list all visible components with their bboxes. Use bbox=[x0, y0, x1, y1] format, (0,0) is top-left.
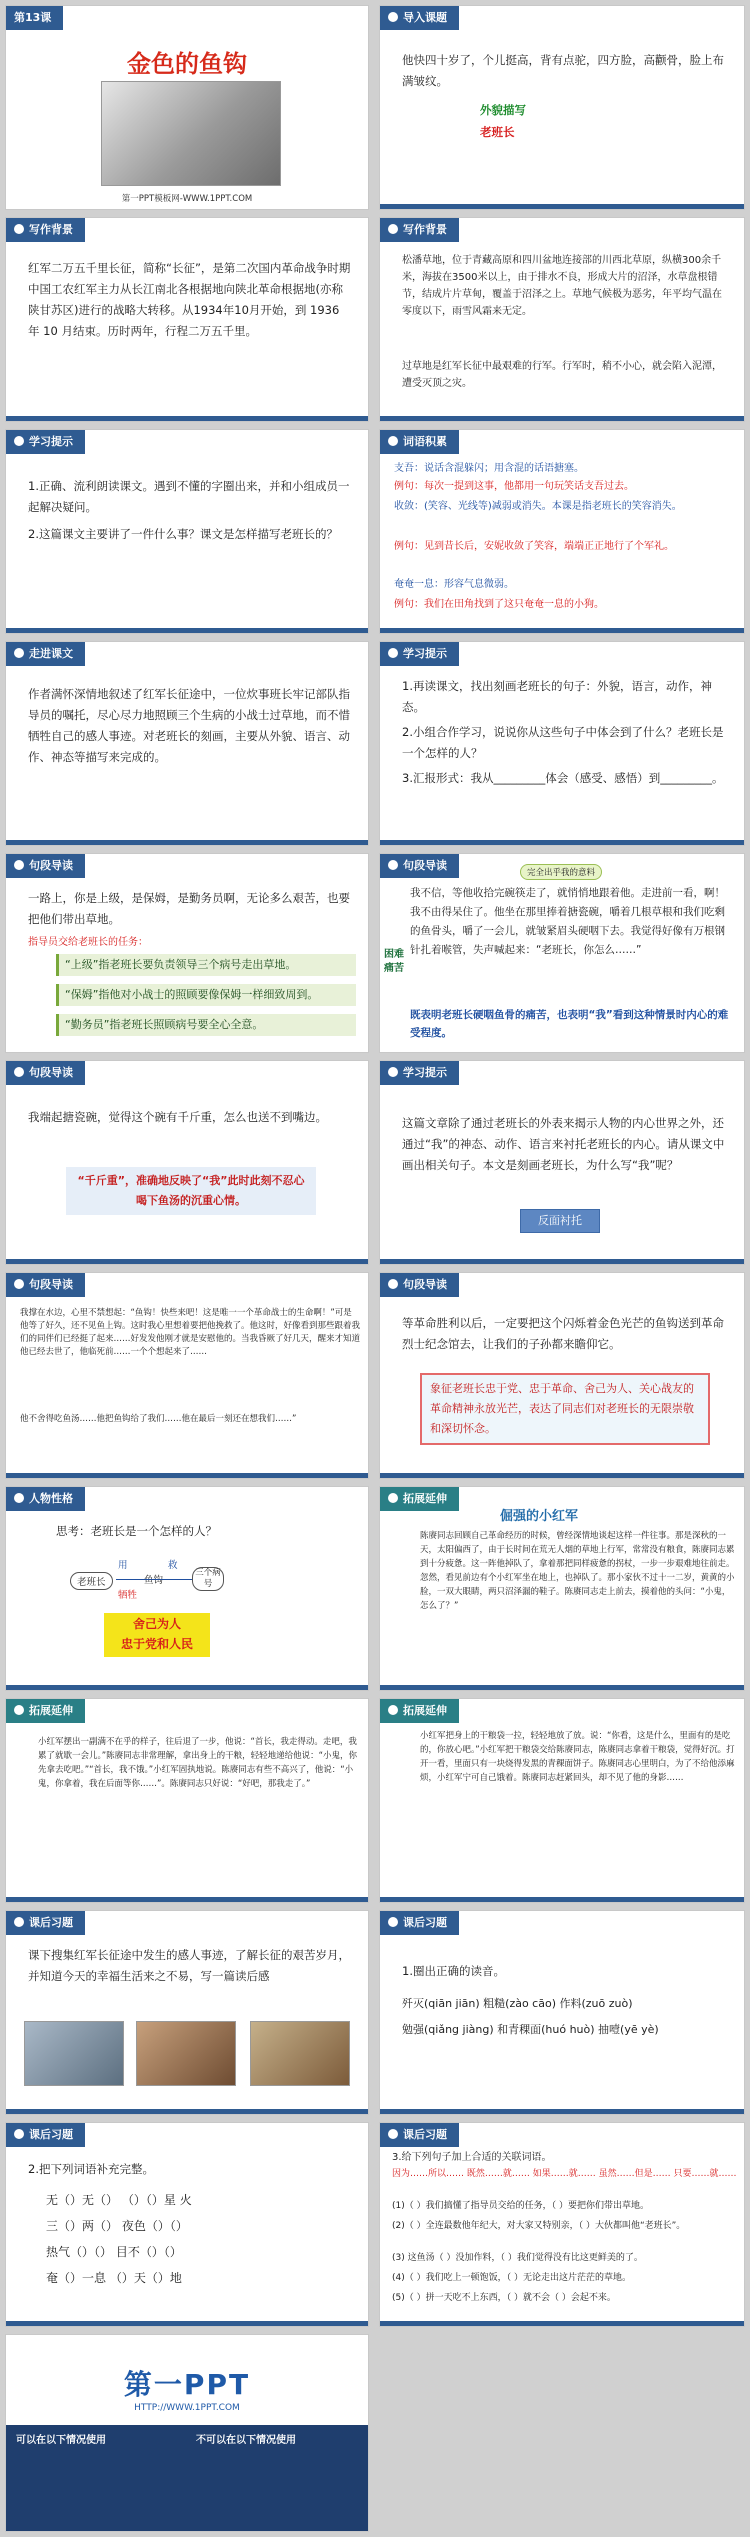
tip-3: 3.汇报形式：我从_________体会（感受、感悟）到_________。 bbox=[402, 771, 724, 785]
slide-bottom-bar bbox=[380, 1259, 744, 1264]
slide-bottom-bar bbox=[380, 2321, 744, 2326]
slide-bottom-bar bbox=[6, 2109, 368, 2114]
tip-2: 2.这篇课文主要讲了一件什么事？课文是怎样描写老班长的？ bbox=[28, 527, 338, 541]
slide-bottom-bar bbox=[380, 416, 744, 421]
section-header: 课后习题 bbox=[6, 2123, 85, 2147]
edge-use: 用 bbox=[118, 1560, 128, 1571]
section-header: 学习提示 bbox=[380, 1061, 459, 1085]
edge-save: 救 bbox=[168, 1560, 178, 1571]
section-header: 课后习题 bbox=[380, 2123, 459, 2147]
story-text: 陈赓同志回顾自己革命经历的时候，曾经深情地谈起这样一件往事。那是深秋的一天，太阳偏西了，由于长时间在荒无人烟的草地上行军，常常没有粮食，陈赓同志累到十分疲惫。这一阵他掉队了，拿着那把同样疲惫的拐杖，一步一步艰难地往前走。忽然，看见前边有个小红军坐在地上，也掉队了。那小家伙不过十一二岁，黄黄的小脸，一双大眼睛，两只沼泽漏的鞋子。陈赓同志走上前去，摸着他的头问：“小鬼，怎么了？” bbox=[420, 1531, 735, 1611]
slide-1-title bbox=[5, 5, 369, 210]
quote-text: 我不信，等他收拾完碗筷走了，就悄悄地跟着他。走进前一看，啊！我不由得呆住了。他坐在那里捧着搪瓷碗，嚼着几根草根和我们吃剩的鱼骨头，嚼了一会儿，就皱紧眉头硬咽下去。我觉得好像有万根钢针扎着喉管，失声喊起来：“老班长，你怎么……” bbox=[410, 887, 725, 956]
slide-10-reading bbox=[379, 853, 745, 1053]
section-header: 学习提示 bbox=[380, 642, 459, 666]
photo-march-3 bbox=[250, 2021, 350, 2086]
header-dot-icon bbox=[14, 1705, 24, 1715]
section-header: 句段导读 bbox=[6, 1061, 85, 1085]
slide-2-intro bbox=[379, 5, 745, 210]
highlight-orderly: “勤务员”指老班长照顾病号要全心全意。 bbox=[56, 1014, 356, 1036]
fill-row-1: 无（）无（） （）（）星 火 bbox=[46, 2193, 192, 2207]
analysis-box: “千斤重”，准确地反映了“我”此时此刻不忍心喝下鱼汤的沉重心情。 bbox=[66, 1167, 316, 1215]
header-dot-icon bbox=[14, 224, 24, 234]
slide-bottom-bar bbox=[6, 416, 368, 421]
header-dot-icon bbox=[388, 1067, 398, 1077]
summary-text: 作者满怀深情地叙述了红军长征途中，一位炊事班长牢记部队指导员的嘱托，尽心尽力地照顾三个生病的小战士过草地，而不惜牺牲自己的感人事迹。对老班长的刻画，主要从外貌、语言、动作、神态等描写来完成的。 bbox=[28, 687, 350, 764]
node-hook: 鱼钩 bbox=[144, 1575, 164, 1586]
question: 思考：老班长是一个怎样的人？ bbox=[56, 1524, 217, 1538]
slide-bottom-bar bbox=[380, 1473, 744, 1478]
slide-bottom-bar bbox=[6, 2321, 368, 2326]
exercise-question: 3.给下列句子加上合适的关联词语。 bbox=[392, 2152, 552, 2163]
background-text: 红军二万五千里长征，简称“长征”，是第二次国内革命战争时期中国工农红军主力从长江南北各根据地向陕北革命根据地(亦称陕甘苏区)进行的战略大转移。从1934年10月开始，到 1936 年 10 月结束。历时两年，行程二万五千里。 bbox=[28, 261, 351, 338]
photo-march-2 bbox=[136, 2021, 236, 2086]
header-dot-icon bbox=[14, 860, 24, 870]
section-header: 导入课题 bbox=[380, 6, 459, 30]
header-dot-icon bbox=[388, 2129, 398, 2139]
header-dot-icon bbox=[14, 2129, 24, 2139]
lesson-title: 金色的鱼钩 bbox=[127, 50, 247, 78]
section-header: 拓展延伸 bbox=[380, 1699, 459, 1723]
slide-20-homework bbox=[379, 1910, 745, 2115]
slide-8-tips bbox=[379, 641, 745, 846]
surprise-tip: 完全出乎我的意料 bbox=[520, 864, 602, 880]
lesson-tag: 第13课 bbox=[6, 6, 63, 30]
story-text: 小红军摆出一副满不在乎的样子，往后退了一步，他说：“首长，我走得动。走吧，我累了就歇一会儿。”陈赓同志非常理解，拿出身上的干粮，轻轻地递给他说：“小鬼，你先拿去吃吧。”“首长，我不饿。”小红军固执地说。陈赓同志有些不高兴了，他说：“小鬼，你拿着，我在后面等你……”。陈赓同志只好说：“好吧，那我走了。” bbox=[38, 1737, 358, 1789]
intro-text: 他快四十岁了，个儿挺高，背有点驼，四方脸，高颧骨，脸上布满皱纹。 bbox=[402, 53, 724, 88]
section-header: 课后习题 bbox=[380, 1911, 459, 1935]
highlight-superior: “上级”指老班长要负责领导三个病号走出草地。 bbox=[56, 954, 356, 976]
header-dot-icon bbox=[388, 860, 398, 870]
header-dot-icon bbox=[388, 1917, 398, 1927]
header-dot-icon bbox=[14, 1279, 24, 1289]
vocab-1: 支吾：说话含混躲闪；用含混的话语搪塞。 bbox=[394, 463, 584, 474]
header-dot-icon bbox=[388, 224, 398, 234]
slide-3-background bbox=[5, 217, 369, 422]
section-header: 写作背景 bbox=[380, 218, 459, 242]
quote-text: 一路上，你是上级，是保姆，是勤务员啊，无论多么艰苦，也要把他们带出草地。 bbox=[28, 891, 350, 926]
tip-2: 2.小组合作学习，说说你从这些句子中体会到了什么？老班长是一个怎样的人？ bbox=[402, 725, 724, 760]
highlight-nanny: “保姆”指他对小战士的照顾要像保姆一样细致周到。 bbox=[56, 984, 356, 1006]
slide-bottom-bar bbox=[6, 1259, 368, 1264]
quote-text: 等革命胜利以后，一定要把这个闪烁着金色光芒的鱼钩送到革命烈士纪念馆去，让我们的子孙都来瞻仰它。 bbox=[402, 1316, 724, 1351]
section-header: 走进课文 bbox=[6, 642, 85, 666]
usage-allowed-title: 可以在以下情况使用 bbox=[16, 2435, 106, 2446]
note-appearance: 外貌描写 bbox=[480, 103, 526, 117]
sentence-3: (3) 这鱼汤（ ）没加作料，（ ）我们觉得没有比这更鲜美的了。 bbox=[392, 2253, 643, 2263]
slide-bottom-bar bbox=[6, 840, 368, 845]
slide-5-tips bbox=[5, 429, 369, 634]
excerpt-text: 我撑在水边，心里不禁想起：“鱼钩！快些来吧！这是唯一一个革命战士的生命啊！”可是他等了好久，还不见鱼上钩。这时我心里想着要把他挽救了。他这时，好像看到那些跟着我们的同伴们已经挺了起来……好发发他刚才就是安慰他的。当我昏厥了好几天，醒来才知道他已经去世了，他临死前……一个个想起来了…… bbox=[20, 1308, 361, 1357]
grassland-note: 过草地是红军长征中最艰难的行军。行军时，稍不小心，就会陷入泥潭，遭受灭顶之灾。 bbox=[402, 361, 722, 389]
slide-21-homework bbox=[5, 2122, 369, 2327]
vocab-3-example: 例句：我们在田角找到了这只奄奄一息的小狗。 bbox=[394, 599, 604, 610]
slide-22-homework bbox=[379, 2122, 745, 2327]
quote-text: 我端起搪瓷碗，觉得这个碗有千斤重，怎么也送不到嘴边。 bbox=[28, 1110, 327, 1124]
brand-logo: 第一PPT bbox=[123, 2368, 251, 2401]
brand-url[interactable]: HTTP://WWW.1PPT.COM bbox=[134, 2403, 240, 2413]
header-dot-icon bbox=[388, 12, 398, 22]
story-text: 小红军把身上的干粮袋一拉，轻轻地放了放。说：“你看，这是什么，里面有的是吃的，你放心吧。”小红军把干粮袋交给陈赓同志，陈赓同志拿着干粮袋，觉得好沉。打开一看，里面只有一块烧得发黑的青稞面饼子。陈赓同志心里明白，为了不给他添麻烦，小红军宁可自己饿着。陈赓同志赶紧回头，却不见了他的身影…… bbox=[420, 1731, 735, 1783]
fill-row-2: 三（）两（） 夜色（）（） bbox=[46, 2219, 188, 2233]
usage-denied-title: 不可以在以下情况使用 bbox=[196, 2435, 296, 2446]
section-header: 学习提示 bbox=[6, 430, 85, 454]
slide-bottom-bar bbox=[380, 2109, 744, 2114]
sentence-5: (5)（ ）拼一天吃不上东西，（ ）就不会（ ）会起不来。 bbox=[392, 2293, 616, 2303]
section-header: 句段导读 bbox=[380, 1273, 459, 1297]
header-dot-icon bbox=[14, 436, 24, 446]
contrast-button[interactable]: 反面衬托 bbox=[520, 1209, 600, 1233]
section-header: 句段导读 bbox=[380, 854, 459, 878]
conjunction-options: 因为……所以…… 既然……就…… 如果……就…… 虽然……但是…… 只要……就…… bbox=[392, 2169, 737, 2179]
photo-march-1 bbox=[24, 2021, 124, 2086]
exercise-question: 1.圈出正确的读音。 bbox=[402, 1964, 505, 1978]
node-monitor: 老班长 bbox=[70, 1572, 113, 1590]
slide-bottom-bar bbox=[380, 840, 744, 845]
footer-credit: 第一PPT模板网-WWW.1PPT.COM bbox=[121, 194, 253, 204]
section-header: 词语积累 bbox=[380, 430, 459, 454]
edge-sacrifice: 牺牲 bbox=[118, 1590, 138, 1601]
slide-15-character bbox=[5, 1486, 369, 1691]
header-dot-icon bbox=[388, 1493, 398, 1503]
fill-row-3: 热气（）（） 目不（）（） bbox=[46, 2245, 182, 2259]
node-patients: 三个病号 bbox=[192, 1567, 224, 1591]
slide-18-extension bbox=[379, 1698, 745, 1903]
slide-17-extension bbox=[5, 1698, 369, 1903]
story-title: 倔强的小红军 bbox=[500, 1509, 579, 1524]
vocab-2-example: 例句：见到昔长后，安妮收敛了笑容，端端正正地行了个军礼。 bbox=[394, 541, 674, 552]
pinyin-line-1: 歼灭(qiān jiān) 粗糙(zào cāo) 作料(zuō zuò) bbox=[402, 1997, 633, 2010]
empty-slot bbox=[379, 2334, 745, 2532]
slide-bottom-bar bbox=[380, 1897, 744, 1902]
exercise-question: 2.把下列词语补充完整。 bbox=[28, 2162, 154, 2176]
slide-16-extension bbox=[379, 1486, 745, 1691]
trait-1: 舍己为人 bbox=[132, 1617, 181, 1631]
slide-bottom-bar bbox=[6, 628, 368, 633]
slide-bottom-bar bbox=[380, 1685, 744, 1690]
slide-bottom-bar bbox=[380, 204, 744, 209]
fill-row-4: 奄（）一息 （）天（）地 bbox=[46, 2271, 182, 2285]
slide-6-vocab bbox=[379, 429, 745, 634]
section-header: 课后习题 bbox=[6, 1911, 85, 1935]
header-dot-icon bbox=[388, 648, 398, 658]
slide-11-reading bbox=[5, 1060, 369, 1265]
sentence-4: (4)（ ）我们吃上一顿饱饭，（ ）无论走出这片茫茫的草地。 bbox=[392, 2273, 631, 2283]
vocab-1-example: 例句：每次一提到这事，他都用一句玩笑话支吾过去。 bbox=[394, 481, 634, 492]
header-dot-icon bbox=[388, 1279, 398, 1289]
tip-text: 这篇文章除了通过老班长的外表来揭示人物的内心世界之外，还通过“我”的神态、动作、语言来衬托老班长的内心。请从课文中画出相关句子。本文是刻画老班长，为什么写“我”呢？ bbox=[402, 1116, 725, 1172]
header-dot-icon bbox=[14, 1917, 24, 1927]
task-note: 指导员交给老班长的任务： bbox=[28, 937, 148, 948]
section-header: 写作背景 bbox=[6, 218, 85, 242]
vocab-2: 收敛：(笑容、光线等)减弱或消失。本课是指老班长的笑容消失。 bbox=[394, 501, 682, 512]
slide-19-homework bbox=[5, 1910, 369, 2115]
analysis-text: 既表明老班长硬咽鱼骨的痛苦，也表明“我”看到这种情景时内心的难受程度。 bbox=[410, 1009, 729, 1039]
slide-7-enter-text bbox=[5, 641, 369, 846]
tip-1: 1.正确、流利朗读课文。遇到不懂的字圈出来，并和小组成员一起解决疑问。 bbox=[28, 479, 350, 514]
slide-bottom-bar bbox=[6, 1473, 368, 1478]
section-header: 句段导读 bbox=[6, 854, 85, 878]
sentence-2: (2)（ ）全连最数他年纪大，对大家又特别亲，（ ）大伙都叫他“老班长”。 bbox=[392, 2221, 686, 2231]
section-header: 拓展延伸 bbox=[380, 1487, 459, 1511]
soldiers-illustration bbox=[101, 81, 281, 186]
pinyin-line-2: 勉强(qiǎng jiàng) 和青稞面(huó huò) 抽噎(yē yè) bbox=[402, 2023, 659, 2036]
slide-13-reading bbox=[5, 1272, 369, 1479]
section-header: 人物性格 bbox=[6, 1487, 85, 1511]
slide-bottom-bar bbox=[380, 628, 744, 633]
side-label: 困难痛苦 bbox=[384, 949, 404, 974]
sentence-1: (1)（ ）我们搞懂了指导员交给的任务，（ ）要把你们带出草地。 bbox=[392, 2201, 649, 2211]
trait-2: 忠于党和人民 bbox=[120, 1637, 193, 1651]
homework-text: 课下搜集红军长征途中发生的感人事迹，了解长征的艰苦岁月，并知道今天的幸福生活来之不易，写一篇读后感 bbox=[28, 1948, 350, 1983]
grassland-text: 松潘草地，位于青藏高原和四川盆地连接部的川西北草原，纵横300余千米，海拔在3500米以上，由于排水不良，形成大片的沼泽，水草盘根错节，结成片片草甸，覆盖于沼泽之上。草地气候极为恶劣，年平均气温在零度以下，雨雪风霜来无定。 bbox=[402, 255, 722, 317]
analysis-box: 象征老班长忠于党、忠于革命、舍己为人、关心战友的革命精神永放光芒，表达了同志们对老班长的无限崇敬和深切怀念。 bbox=[420, 1373, 710, 1445]
slide-9-reading bbox=[5, 853, 369, 1053]
slide-footer-brand bbox=[5, 2334, 369, 2532]
arrow-line bbox=[116, 1579, 192, 1580]
note-old-monitor: 老班长 bbox=[480, 125, 515, 139]
slide-12-tips bbox=[379, 1060, 745, 1265]
header-dot-icon bbox=[14, 1493, 24, 1503]
header-dot-icon bbox=[388, 1705, 398, 1715]
section-header: 句段导读 bbox=[6, 1273, 85, 1297]
slide-4-background bbox=[379, 217, 745, 422]
slide-14-reading bbox=[379, 1272, 745, 1479]
header-dot-icon bbox=[14, 1067, 24, 1077]
slide-bottom-bar bbox=[6, 1897, 368, 1902]
section-header: 拓展延伸 bbox=[6, 1699, 85, 1723]
tip-1: 1.再读课文，找出刻画老班长的句子：外貌，语言，动作，神态。 bbox=[402, 679, 712, 714]
excerpt-list: 他不舍得吃鱼汤……他把鱼钩给了我们……他在最后一刻还在想我们……” bbox=[20, 1414, 297, 1424]
vocab-3: 奄奄一息：形容气息微弱。 bbox=[394, 579, 514, 590]
slide-bottom-bar bbox=[6, 1685, 368, 1690]
header-dot-icon bbox=[388, 436, 398, 446]
header-dot-icon bbox=[14, 648, 24, 658]
